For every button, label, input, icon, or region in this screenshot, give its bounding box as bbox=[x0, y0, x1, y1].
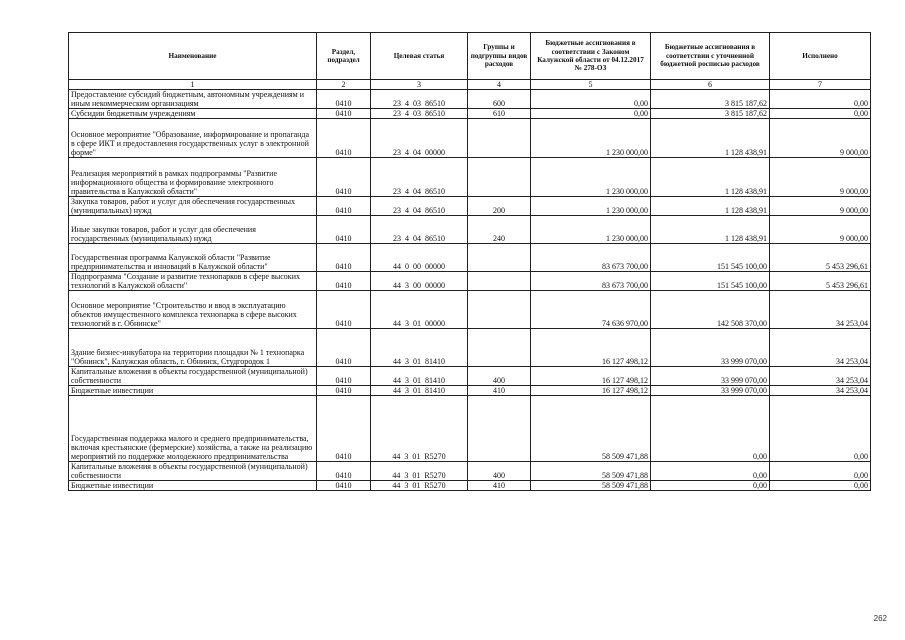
table-cell-updated: 1 128 438,91 bbox=[651, 119, 770, 158]
table-cell-executed: 9 000,00 bbox=[770, 119, 871, 158]
header-group: Группы и подгруппы видов расходов bbox=[468, 33, 531, 80]
table-cell-article: 44 3 00 00000 bbox=[371, 272, 468, 291]
table-cell-executed: 34 253,04 bbox=[770, 386, 871, 396]
table-cell-law: 1 230 000,00 bbox=[531, 119, 651, 158]
table-cell-name: Основное мероприятие "Строительство и ввод в эксплуатацию объектов имущественного комплекса технопарка в сфере высоких технологий в г. Обнинске" bbox=[69, 291, 317, 329]
table-cell-law: 58 509 471,88 bbox=[531, 396, 651, 462]
table-cell-law: 0,00 bbox=[531, 109, 651, 119]
table-cell-section: 0410 bbox=[317, 109, 371, 119]
table-cell-law: 1 230 000,00 bbox=[531, 158, 651, 197]
column-number: 5 bbox=[531, 80, 651, 90]
table-cell-section: 0410 bbox=[317, 119, 371, 158]
column-number: 7 bbox=[770, 80, 871, 90]
table-cell-article: 44 3 01 00000 bbox=[371, 291, 468, 329]
table-cell-name: Капитальные вложения в объекты государственной (муниципальной) собственности bbox=[69, 462, 317, 481]
table-cell-law: 0,00 bbox=[531, 90, 651, 109]
table-cell-name: Субсидии бюджетным учреждениям bbox=[69, 109, 317, 119]
table-cell-law: 16 127 498,12 bbox=[531, 329, 651, 367]
table-cell-name: Предоставление субсидий бюджетным, автономным учреждениям и иным некоммерческим организациям bbox=[69, 90, 317, 109]
table-cell-section: 0410 bbox=[317, 244, 371, 272]
header-updated: Бюджетные ассигнования в соответствии с уточненной бюджетной росписью расходов bbox=[651, 33, 770, 80]
table-cell-name: Бюджетные инвестиции bbox=[69, 386, 317, 396]
table-cell-updated: 151 545 100,00 bbox=[651, 244, 770, 272]
table-row bbox=[69, 329, 871, 367]
table-cell-section: 0410 bbox=[317, 216, 371, 244]
table-row bbox=[69, 119, 871, 158]
table-cell-executed: 9 000,00 bbox=[770, 197, 871, 216]
table-cell-executed: 34 253,04 bbox=[770, 329, 871, 367]
table-cell-group bbox=[468, 158, 531, 197]
table-cell-section: 0410 bbox=[317, 462, 371, 481]
table-cell-law: 16 127 498,12 bbox=[531, 367, 651, 386]
table-cell-name: Здание бизнес-инкубатора на территории площадки № 1 технопарка "Обнинск", Калужская область, г. Обнинск, Студгородок 1 bbox=[69, 329, 317, 367]
table-cell-group: 400 bbox=[468, 462, 531, 481]
budget-table bbox=[68, 32, 871, 491]
table-cell-updated: 33 999 070,00 bbox=[651, 367, 770, 386]
column-number: 2 bbox=[317, 80, 371, 90]
table-cell-name: Иные закупки товаров, работ и услуг для обеспечения государственных (муниципальных) нужд bbox=[69, 216, 317, 244]
table-cell-section: 0410 bbox=[317, 90, 371, 109]
table-cell-law: 1 230 000,00 bbox=[531, 197, 651, 216]
table-cell-article: 44 3 01 R5270 bbox=[371, 481, 468, 491]
table-cell-executed: 0,00 bbox=[770, 396, 871, 462]
table-cell-group bbox=[468, 244, 531, 272]
table-cell-updated: 0,00 bbox=[651, 462, 770, 481]
table-cell-executed: 34 253,04 bbox=[770, 291, 871, 329]
table-cell-group: 610 bbox=[468, 109, 531, 119]
table-row bbox=[69, 272, 871, 291]
table-cell-article: 44 3 01 81410 bbox=[371, 329, 468, 367]
table-row bbox=[69, 216, 871, 244]
table-cell-executed: 0,00 bbox=[770, 109, 871, 119]
table-cell-executed: 9 000,00 bbox=[770, 158, 871, 197]
table-cell-executed: 0,00 bbox=[770, 90, 871, 109]
table-cell-name: Закупка товаров, работ и услуг для обеспечения государственных (муниципальных) нужд bbox=[69, 197, 317, 216]
table-cell-article: 44 0 00 00000 bbox=[371, 244, 468, 272]
table-cell-updated: 3 815 187,62 bbox=[651, 109, 770, 119]
table-cell-name: Бюджетные инвестиции bbox=[69, 481, 317, 491]
table-row bbox=[69, 197, 871, 216]
table-row bbox=[69, 109, 871, 119]
table-cell-article: 44 3 01 81410 bbox=[371, 367, 468, 386]
table-cell-article: 23 4 04 86510 bbox=[371, 216, 468, 244]
table-cell-section: 0410 bbox=[317, 329, 371, 367]
table-cell-group bbox=[468, 119, 531, 158]
header-name: Наименование bbox=[69, 33, 317, 80]
table-cell-updated: 0,00 bbox=[651, 481, 770, 491]
table-cell-group: 240 bbox=[468, 216, 531, 244]
table-row bbox=[69, 158, 871, 197]
table-cell-section: 0410 bbox=[317, 272, 371, 291]
header-section: Раздел, подраздел bbox=[317, 33, 371, 80]
table-cell-updated: 1 128 438,91 bbox=[651, 158, 770, 197]
column-number-row bbox=[69, 80, 871, 90]
table-row bbox=[69, 90, 871, 109]
table-cell-law: 74 636 970,00 bbox=[531, 291, 651, 329]
table-cell-name: Подпрограмма "Создание и развитие технопарков в сфере высоких технологий в Калужской области" bbox=[69, 272, 317, 291]
table-body bbox=[69, 90, 871, 491]
table-row bbox=[69, 462, 871, 481]
table-cell-article: 44 3 01 R5270 bbox=[371, 396, 468, 462]
header-law: Бюджетные ассигнования в соответствии с Законом Калужской области от 04.12.2017 № 278-ОЗ bbox=[531, 33, 651, 80]
table-cell-group bbox=[468, 272, 531, 291]
table-cell-updated: 3 815 187,62 bbox=[651, 90, 770, 109]
header-executed: Исполнено bbox=[770, 33, 871, 80]
table-row bbox=[69, 386, 871, 396]
table-cell-section: 0410 bbox=[317, 197, 371, 216]
table-cell-article: 23 4 04 86510 bbox=[371, 158, 468, 197]
header-article: Целевая статья bbox=[371, 33, 468, 80]
table-row bbox=[69, 367, 871, 386]
table-cell-law: 83 673 700,00 bbox=[531, 272, 651, 291]
table-cell-group bbox=[468, 291, 531, 329]
column-number: 1 bbox=[69, 80, 317, 90]
table-row bbox=[69, 244, 871, 272]
table-cell-law: 83 673 700,00 bbox=[531, 244, 651, 272]
table-cell-section: 0410 bbox=[317, 291, 371, 329]
table-cell-group: 600 bbox=[468, 90, 531, 109]
column-number: 3 bbox=[371, 80, 468, 90]
table-cell-executed: 0,00 bbox=[770, 462, 871, 481]
table-cell-law: 16 127 498,12 bbox=[531, 386, 651, 396]
table-cell-executed: 5 453 296,61 bbox=[770, 244, 871, 272]
table-cell-group: 410 bbox=[468, 481, 531, 491]
table-cell-name: Государственная программа Калужской области "Развитие предпринимательства и инноваций в Калужской области" bbox=[69, 244, 317, 272]
table-cell-updated: 151 545 100,00 bbox=[651, 272, 770, 291]
table-cell-updated: 1 128 438,91 bbox=[651, 197, 770, 216]
table-cell-article: 23 4 04 00000 bbox=[371, 119, 468, 158]
column-number: 6 bbox=[651, 80, 770, 90]
table-cell-section: 0410 bbox=[317, 481, 371, 491]
table-cell-law: 1 230 000,00 bbox=[531, 216, 651, 244]
table-cell-section: 0410 bbox=[317, 386, 371, 396]
page-number: 262 bbox=[873, 614, 887, 623]
table-cell-group: 410 bbox=[468, 386, 531, 396]
table-cell-section: 0410 bbox=[317, 396, 371, 462]
table-cell-law: 58 509 471,88 bbox=[531, 462, 651, 481]
table-cell-updated: 33 999 070,00 bbox=[651, 329, 770, 367]
table-cell-name: Государственная поддержка малого и среднего предпринимательства, включая крестьянские (фермерские) хозяйства, а также на реализацию мероприятий по поддержке молодежного предпринимательства bbox=[69, 396, 317, 462]
table-cell-name: Реализация мероприятий в рамках подпрограммы "Развитие информационного общества и формирование электронного правительства в Калужской области" bbox=[69, 158, 317, 197]
table-cell-executed: 9 000,00 bbox=[770, 216, 871, 244]
table-cell-group: 400 bbox=[468, 367, 531, 386]
column-number: 4 bbox=[468, 80, 531, 90]
table-cell-article: 23 4 03 86510 bbox=[371, 109, 468, 119]
table-cell-name: Основное мероприятие "Образование, информирование и пропаганда в сфере ИКТ и предоставления государственных услуг в электронной форме" bbox=[69, 119, 317, 158]
table-cell-article: 44 3 01 81410 bbox=[371, 386, 468, 396]
table-row bbox=[69, 396, 871, 462]
table-cell-law: 58 509 471,88 bbox=[531, 481, 651, 491]
table-cell-executed: 0,00 bbox=[770, 481, 871, 491]
table-cell-group bbox=[468, 329, 531, 367]
table-cell-article: 23 4 03 86510 bbox=[371, 90, 468, 109]
table-row bbox=[69, 291, 871, 329]
table-cell-group bbox=[468, 396, 531, 462]
table-cell-name: Капитальные вложения в объекты государственной (муниципальной) собственности bbox=[69, 367, 317, 386]
table-cell-executed: 34 253,04 bbox=[770, 367, 871, 386]
table-cell-section: 0410 bbox=[317, 158, 371, 197]
table-cell-group: 200 bbox=[468, 197, 531, 216]
table-cell-article: 44 3 01 R5270 bbox=[371, 462, 468, 481]
table-row bbox=[69, 481, 871, 491]
table-cell-updated: 1 128 438,91 bbox=[651, 216, 770, 244]
table-cell-article: 23 4 04 86510 bbox=[371, 197, 468, 216]
table-cell-executed: 5 453 296,61 bbox=[770, 272, 871, 291]
table-cell-updated: 33 999 070,00 bbox=[651, 386, 770, 396]
table-cell-updated: 0,00 bbox=[651, 396, 770, 462]
header-row bbox=[69, 33, 871, 80]
table-cell-section: 0410 bbox=[317, 367, 371, 386]
table-cell-updated: 142 508 370,00 bbox=[651, 291, 770, 329]
